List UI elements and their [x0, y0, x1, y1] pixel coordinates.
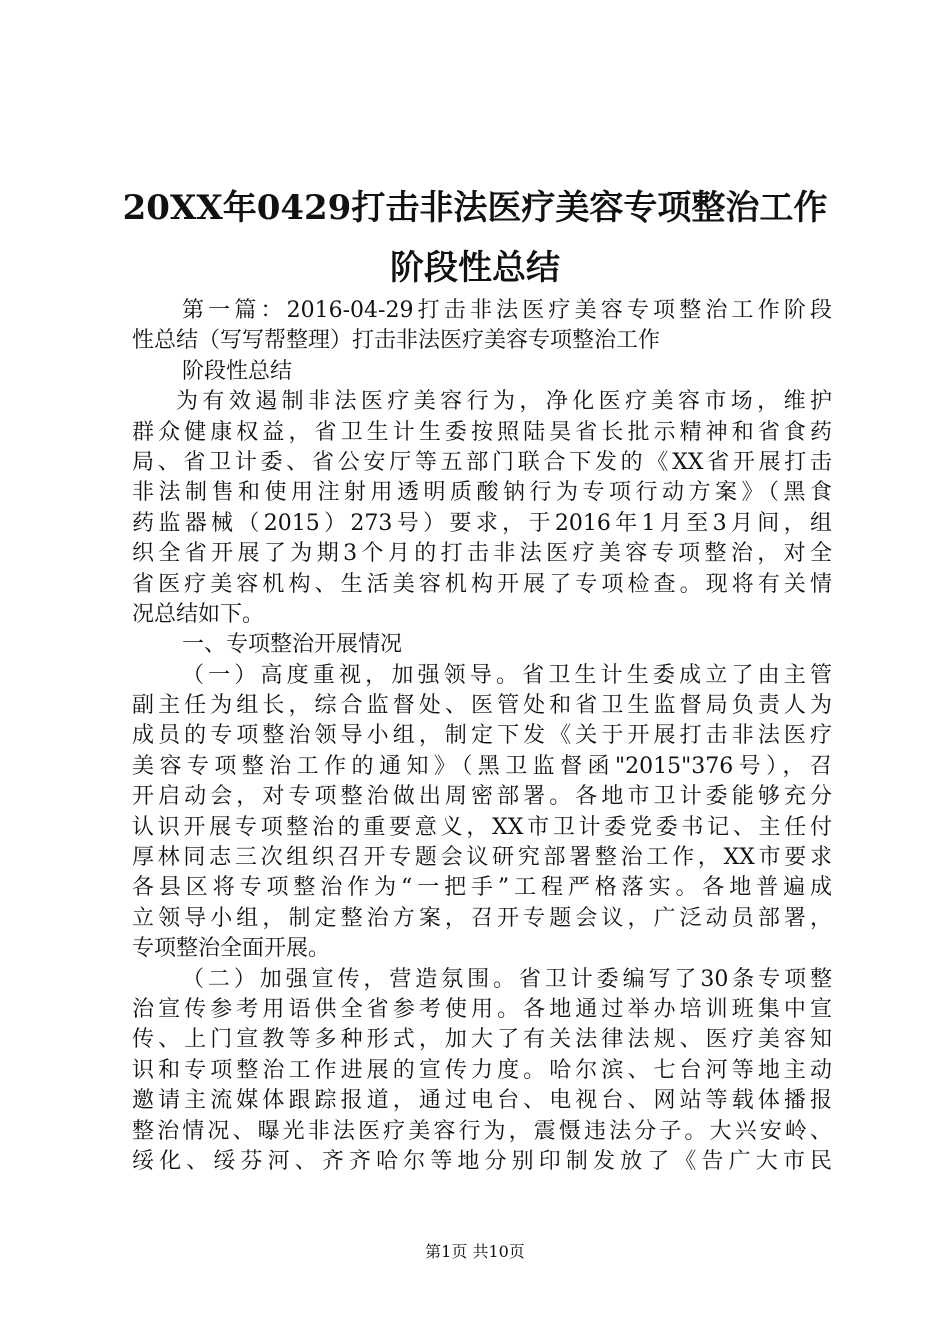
text-line: 药监器械（2015）273号）要求，于2016年1月至3月间，组 [132, 510, 832, 536]
text-line: 非法制售和使用注射用透明质酸钠行为专项行动方案》（黑食 [132, 480, 832, 506]
text-line: 况总结如下。 [132, 601, 265, 627]
text-line: 群众健康权益，省卫生计生委按照陆昊省长批示精神和省食药 [132, 419, 832, 445]
document-title-line-2: 阶段性总结 [390, 248, 560, 288]
text-line: 立领导小组，制定整治方案，召开专题会议，广泛动员部署， [132, 905, 832, 931]
text-line: （一）高度重视，加强领导。省卫生计生委成立了由主管 [182, 662, 832, 688]
text-line: 副主任为组长，综合监督处、医管处和省卫生监督局负责人为 [132, 693, 832, 719]
text-line: 认识开展专项整治的重要意义，XX市卫计委党委书记、主任付 [132, 814, 832, 840]
text-line: （二）加强宣传，营造氛围。省卫计委编写了30条专项整 [182, 966, 832, 992]
page-number-footer: 第1页 共10页 [425, 1242, 525, 1261]
text-line: 第一篇：2016-04-29打击非法医疗美容专项整治工作阶段 [182, 298, 832, 323]
text-line: 各县区将专项整治作为“一把手”工程严格落实。各地普遍成 [132, 875, 832, 901]
text-line: 厚林同志三次组织召开专题会议研究部署整治工作，XX市要求 [132, 845, 832, 871]
text-line: 成员的专项整治领导小组，制定下发《关于开展打击非法医疗 [132, 723, 832, 749]
text-line: 传、上门宣教等多种形式，加大了有关法律法规、医疗美容知 [132, 1027, 832, 1053]
text-line: 为有效遏制非法医疗美容行为，净化医疗美容市场，维护 [176, 389, 832, 415]
text-line: 绥化、绥芬河、齐齐哈尔等地分别印制发放了《告广大市民 [132, 1148, 832, 1174]
text-line: 美容专项整治工作的通知》（黑卫监督函"2015"376号），召 [132, 753, 832, 779]
text-line: 专项整治全面开展。 [132, 936, 331, 962]
text-line: 识和专项整治工作进展的宣传力度。哈尔滨、七台河等地主动 [132, 1057, 832, 1083]
text-line: 局、省卫计委、省公安厅等五部门联合下发的《XX省开展打击 [132, 449, 832, 475]
text-line: 整治情况、曝光非法医疗美容行为，震慑违法分子。大兴安岭、 [132, 1118, 832, 1144]
text-line: 阶段性总结 [182, 358, 293, 384]
document-body [132, 296, 832, 1177]
text-line: 邀请主流媒体跟踪报道，通过电台、电视台、网站等载体播报 [132, 1088, 832, 1114]
text-line: 省医疗美容机构、生活美容机构开展了专项检查。现将有关情 [132, 571, 832, 597]
text-line: 性总结（写写帮整理）打击非法医疗美容专项整治工作 [132, 328, 661, 354]
text-line: 开启动会，对专项整治做出周密部署。各地市卫计委能够充分 [132, 784, 832, 810]
document-title-line-1: 20XX年0429打击非法医疗美容专项整治工作 [122, 188, 828, 228]
text-line: 治宣传参考用语供全省参考使用。各地通过举办培训班集中宣 [132, 996, 832, 1022]
text-line: 织全省开展了为期3个月的打击非法医疗美容专项整治，对全 [132, 541, 832, 567]
section-heading: 一、专项整治开展情况 [182, 632, 403, 658]
